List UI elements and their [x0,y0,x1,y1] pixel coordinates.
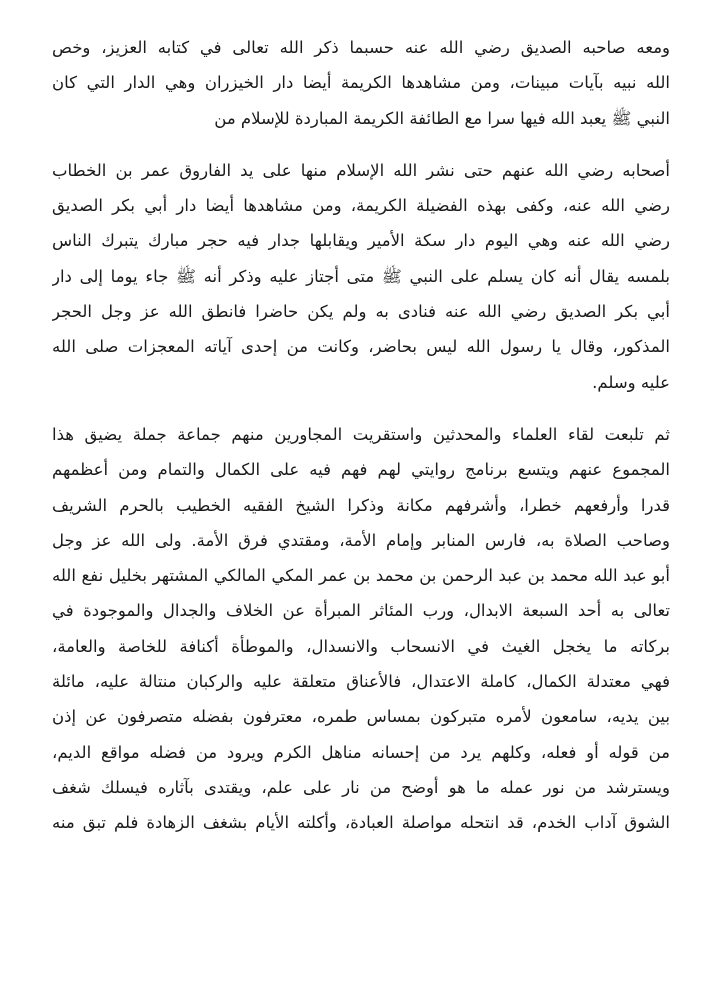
text-line: أبي بكر الصديق رضي الله عنه فنادى به ولم يكن حاضرا فانطق الله عز وجل الحجر [52,302,670,322]
text-line: تعالى به أحد السبعة الابدال، ورب المئاثر المبرأة عن الخلاف والجدال والموجودة في [52,601,670,621]
text-line: عليه وسلم. [592,372,670,392]
paragraph-gap [52,136,670,153]
text-line: رضي الله عنه وهي اليوم دار سكة الأمير ويقابلها جدار فيه حجر مبارك يتبرك الناس [52,231,670,251]
text-line: قدرا وأرفعهم خطرا، وأشرفهم مكانة وذكرا الشيخ الفقيه الخطيب بالحرم الشريف [52,495,670,515]
document-page [52,30,670,841]
text-line: ومعه صاحبه الصديق رضي الله عنه حسبما ذكر الله تعالى في كتابه العزيز، وخص [52,38,670,57]
text-line: المجموع عنهم ويتسع برنامج روايتي لهم فهم فيه على الكمال والتمام ومن أعظمهم [52,460,670,480]
text-line: بركاته ما يخجل الغيث في الانسحاب والانسدال، والموطأة أكنافة للخاصة والعامة، [52,636,670,656]
text-line: النبي ﷺ يعبد الله فيها سرا مع الطائفة الكريمة المباردة للإسلام من [214,108,670,128]
text-line: بلمسه يقال أنه كان يسلم على النبي ﷺ متى أجتاز عليه وذكر أنه ﷺ جاء يوما إلى دار [52,266,670,286]
paragraph-2 [52,153,670,400]
text-line: الشوق آداب الخدم، قد انتحله مواصلة العبادة، وأكلته الأيام بشغف الزهادة فلم تبق منه [52,813,670,833]
text-line: وصاحب الصلاة به، فارس المنابر وإمام الأمة، ومقتدي فرق الأمة. ولى الله عز وجل [52,530,670,550]
text-line: المذكور، وقال يا رسول الله ليس بحاضر، وكانت من إحدى آياته المعجزات صلى الله [52,337,670,357]
text-line: أصحابه رضي الله عنهم حتى نشر الله الإسلام منها على يد الفاروق عمر بن الخطاب [52,160,670,180]
text-line: ويسترشد من نور عمله ما هو أوضح من نار على علم، ويقتدى بآثاره فيسلك شغف [52,777,670,797]
text-line: بين يديه، سامعون لأمره متبركون بمساس طمره، معترفون بفضله متصرفون عن إذن [52,707,670,727]
paragraph-gap [52,400,670,417]
text-line: الله نبيه بآيات مبينات، ومن مشاهدها الكريمة أيضا دار الخيزران وهي الدار التي كان [52,73,670,93]
text-line: من قوله أو فعله، وكلهم يرد من إحسانه مناهل الكرم ويرود من فضله مواقع الديم، [52,742,670,762]
text-line: ثم تلبعت لقاء العلماء والمحدثين واستقريت المجاورين منهم جماعة جملة يضيق هذا [52,424,670,444]
text-line: فهي معتدلة الكمال، كاملة الاعتدال، فالأعناق متعلقة عليه والركبان منتالة عليه، مائلة [52,672,670,692]
text-line: أبو عبد الله محمد بن عبد الرحمن بن محمد بن عمر المكي المالكي المشتهر بخليل نفع الله [52,566,670,586]
paragraph-3 [52,417,670,841]
paragraph-1 [52,30,670,136]
text-line: رضي الله عنه، وكفى بهذه الفضيلة الكريمة، ومن مشاهدها أيضا دار أبي بكر الصديق [52,196,670,216]
